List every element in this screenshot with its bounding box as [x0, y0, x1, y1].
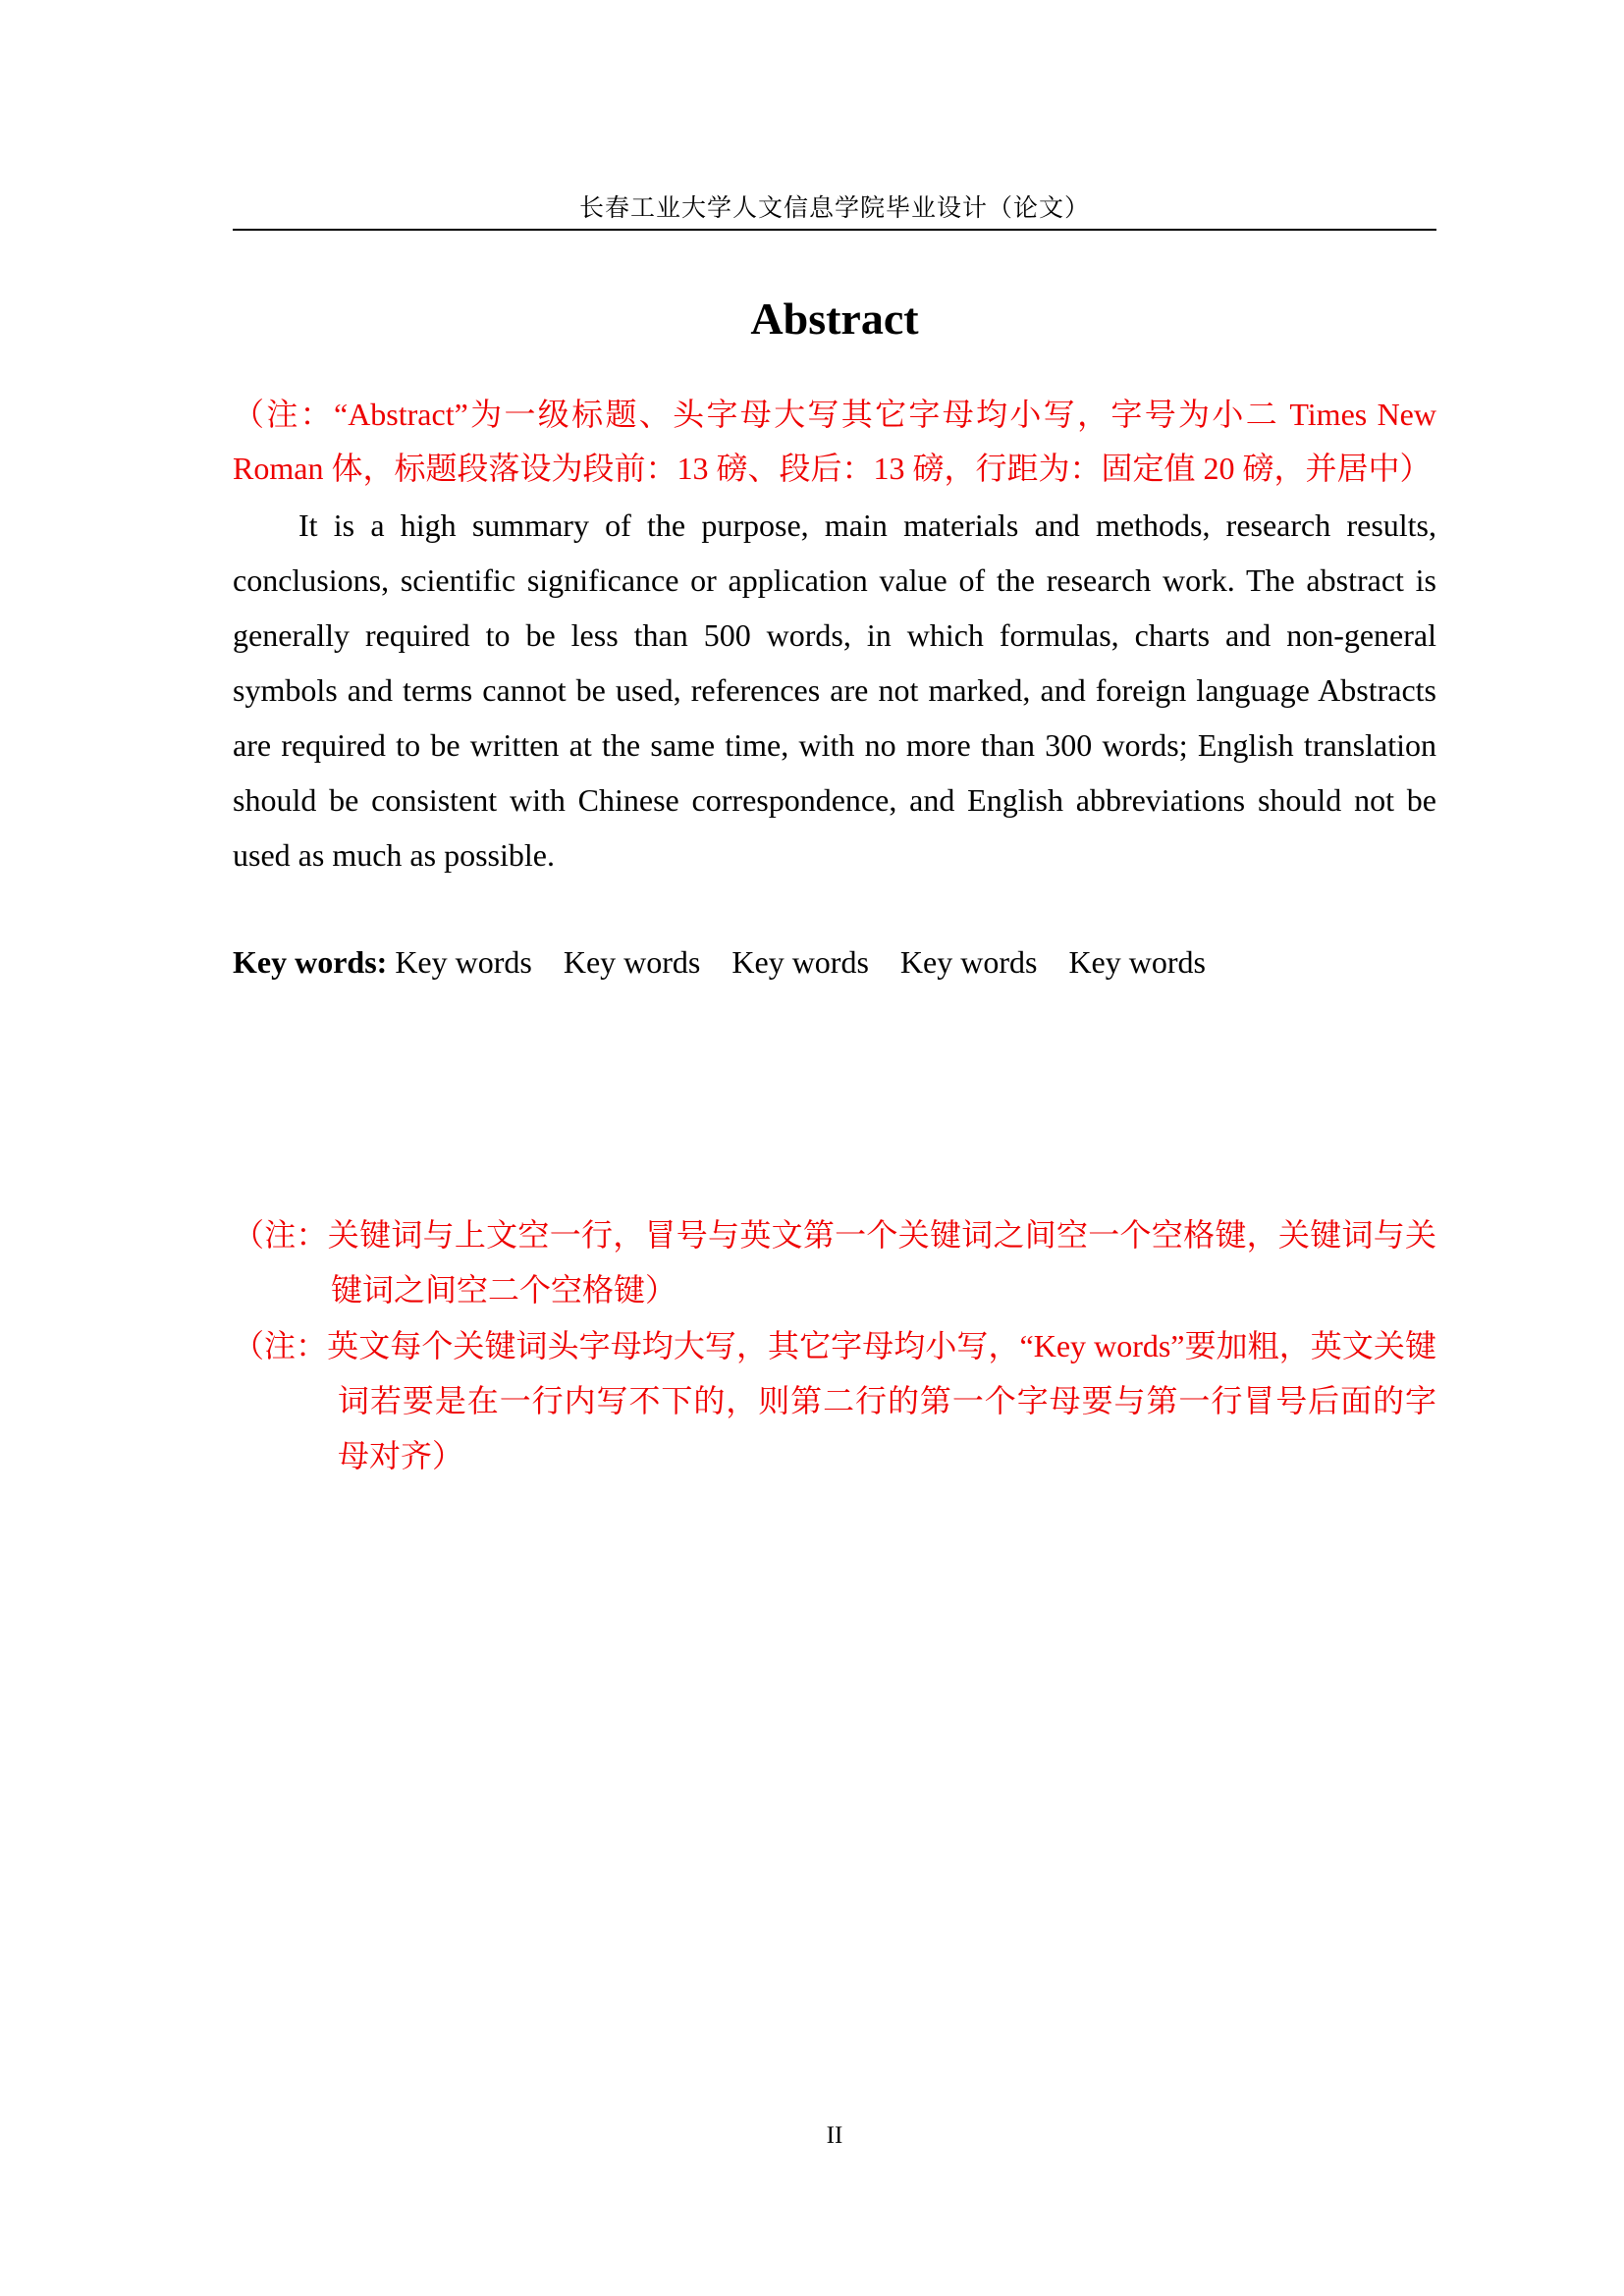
- title-format-note: （注：“Abstract”为一级标题、头字母大写其它字母均小写，字号为小二 Times New Roman 体，标题段落设为段前：13 磅、段后：13 磅，行距为：固定值 20 磅，并居中）: [233, 397, 1436, 486]
- page-number: II: [826, 2122, 843, 2149]
- page-title: Abstract: [750, 294, 919, 344]
- header-rule: [233, 229, 1436, 231]
- keywords-list: Key words Key words Key words Key words Key words: [387, 944, 1206, 980]
- keywords-line: [233, 934, 1436, 989]
- keywords-format-note: （注：英文每个关键词头字母均大写，其它字母均小写，“Key words”要加粗，英文关键词若要是在一行内写不下的，则第二行的第一个字母要与第一行冒号后面的字母对齐）: [233, 1328, 1436, 1473]
- keywords-label: Key words:: [233, 944, 388, 980]
- page-header: 长春工业大学人文信息学院毕业设计（论文）: [578, 195, 1090, 222]
- abstract-body: It is a high summary of the purpose, main materials and methods, research results, conclusions, scientific significance or application value of the research work. The abstract is generally required to be less than 500 words, in which formulas, charts and non-general symbols and terms cannot be used, references are not marked, and foreign language Abstracts are required to be written at the same time, with no more than 300 words; English translation should be consistent with Chinese correspondence, and English abbreviations should not be used as much as possible.: [233, 507, 1436, 873]
- keywords-spacing-note: （注：关键词与上文空一行，冒号与英文第一个关键词之间空一个空格键，关键词与关键词之间空二个空格键）: [233, 1217, 1436, 1308]
